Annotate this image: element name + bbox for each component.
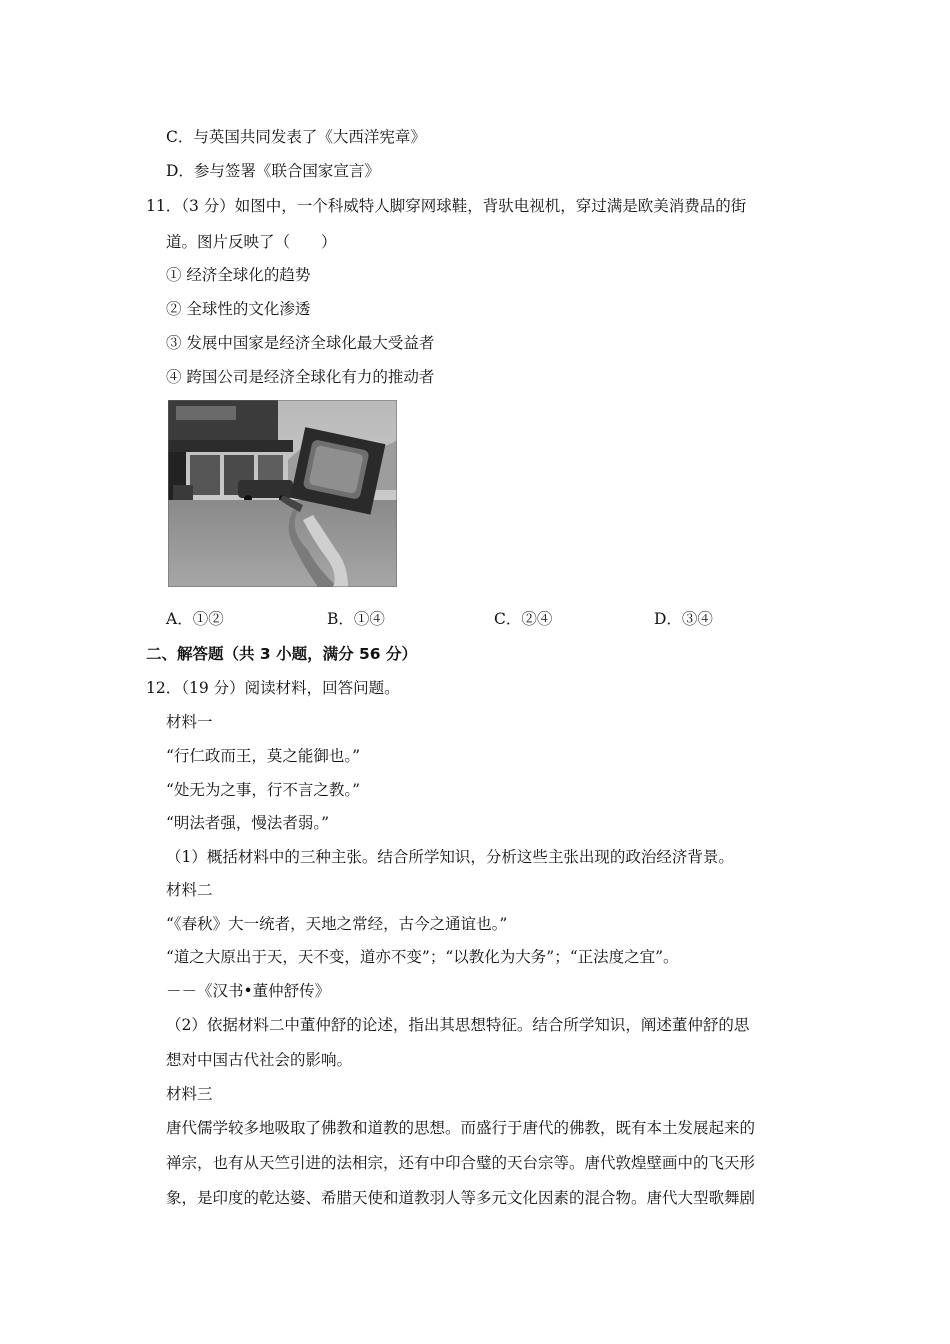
section-heading: 二、解答题（共 3 小题，满分 56 分） xyxy=(146,645,417,663)
q12-stem: 12．（19 分）阅读材料，回答问题。 xyxy=(146,679,400,697)
material2-source: －－《汉书•董仲舒传》 xyxy=(166,982,331,1000)
material2-line-1: “《春秋》大一统者，天地之常经，古今之通谊也。” xyxy=(166,915,508,933)
question-2-line2: 想对中国古代社会的影响。 xyxy=(166,1051,353,1069)
q10-option-d: D．参与签署《联合国家宣言》 xyxy=(166,162,380,180)
material1-line-2: “处无为之事，行不言之教。” xyxy=(166,781,361,799)
q10-option-c: C．与英国共同发表了《大西洋宪章》 xyxy=(166,128,426,146)
material1-title: 材料一 xyxy=(166,713,213,731)
q11-item-2: ② 全球性的文化渗透 xyxy=(166,300,311,318)
kuwaiti-man-carrying-tv-photo xyxy=(168,400,397,587)
q11-option-b: B．①④ xyxy=(327,610,385,628)
q11-item-4: ④ 跨国公司是经济全球化有力的推动者 xyxy=(166,368,435,386)
q11-option-d: D．③④ xyxy=(654,610,713,628)
q11-item-1: ① 经济全球化的趋势 xyxy=(166,266,311,284)
material3-line-3: 象，是印度的乾达婆、希腊天使和道教羽人等多元文化因素的混合物。唐代大型歌舞剧 xyxy=(166,1189,756,1207)
material2-title: 材料二 xyxy=(166,881,213,899)
q11-stem-line1: 11．（3 分）如图中，一个科威特人脚穿网球鞋，背驮电视机，穿过满是欧美消费品的街 xyxy=(146,197,747,215)
question-2-line1: （2）依据材料二中董仲舒的论述，指出其思想特征。结合所学知识，阐述董仲舒的思 xyxy=(166,1016,750,1034)
material1-line-3: “明法者强，慢法者弱。” xyxy=(166,814,330,832)
material1-line-1: “行仁政而王，莫之能御也。” xyxy=(166,747,361,765)
material3-line-1: 唐代儒学较多地吸取了佛教和道教的思想。而盛行于唐代的佛教，既有本土发展起来的 xyxy=(166,1119,756,1137)
q11-option-a: A．①② xyxy=(166,610,224,628)
q11-item-3: ③ 发展中国家是经济全球化最大受益者 xyxy=(166,334,435,352)
q11-option-c: C．②④ xyxy=(494,610,553,628)
material3-title: 材料三 xyxy=(166,1085,213,1103)
question-1: （1）概括材料中的三种主张。结合所学知识，分析这些主张出现的政治经济背景。 xyxy=(166,848,734,866)
material2-line-2: “道之大原出于天，天不变，道亦不变”；“以教化为大务”；“正法度之宜”。 xyxy=(166,948,679,966)
q11-stem-line2: 道。图片反映了（ ） xyxy=(166,233,337,251)
material3-line-2: 禅宗，也有从天竺引进的法相宗，还有中印合璧的天台宗等。唐代敦煌壁画中的飞天形 xyxy=(166,1154,756,1172)
